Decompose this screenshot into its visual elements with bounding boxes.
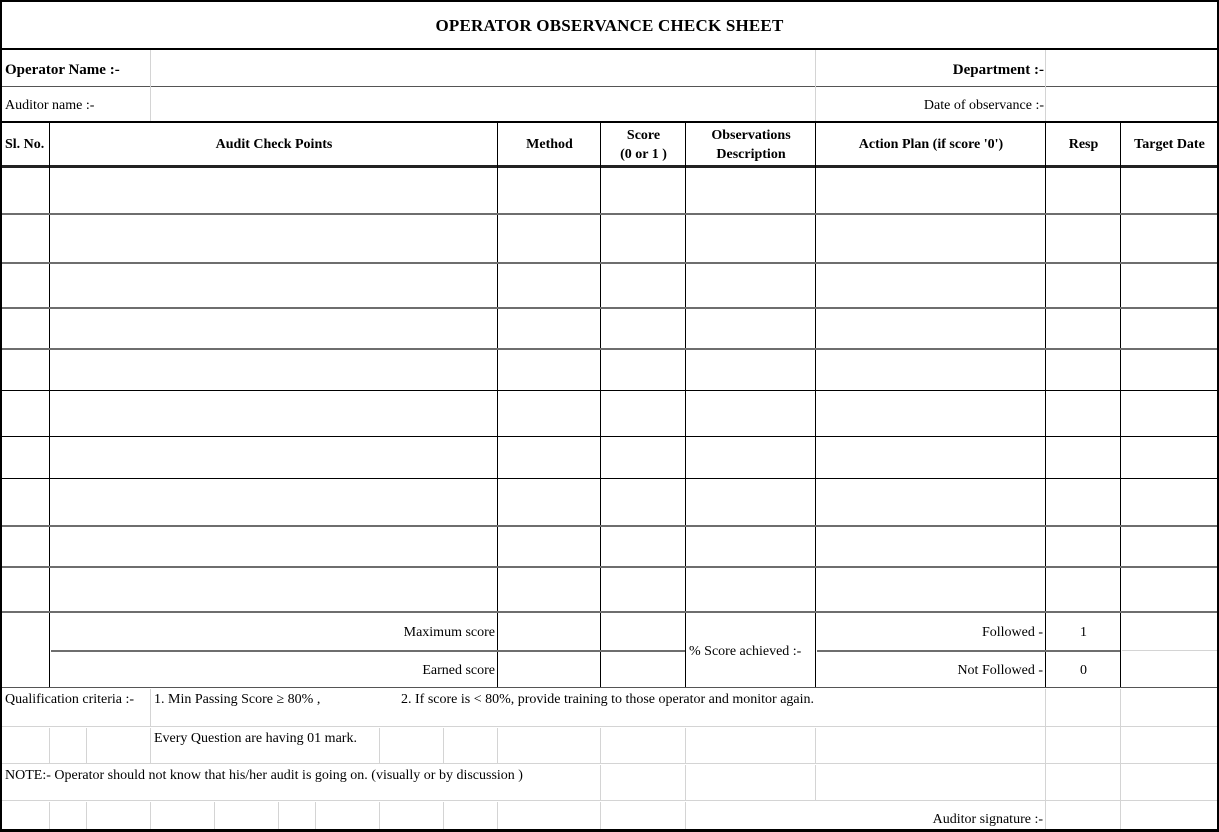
cell-observations[interactable]: [687, 350, 815, 390]
cell-score[interactable]: [602, 350, 685, 390]
column-header-observations-description: Description: [716, 147, 786, 162]
date-of-observance-field[interactable]: [1047, 88, 1217, 121]
cell-sl-no[interactable]: [2, 568, 49, 611]
followed-value: 1: [1080, 625, 1087, 640]
cell-method[interactable]: [499, 568, 600, 611]
score-summary-field[interactable]: [602, 613, 685, 687]
cell-observations[interactable]: [687, 215, 815, 262]
cell-sl-no[interactable]: [2, 264, 49, 307]
divider: [817, 650, 1120, 652]
cell-observations[interactable]: [687, 568, 815, 611]
cell-method[interactable]: [499, 438, 600, 478]
cell-check-points[interactable]: [51, 350, 497, 390]
cell-score[interactable]: [602, 215, 685, 262]
divider: [1045, 50, 1046, 121]
auditor-signature-label: Auditor signature :-: [932, 812, 1043, 827]
divider: [1120, 123, 1121, 687]
divider: [150, 50, 151, 121]
cell-sl-no[interactable]: [2, 527, 49, 566]
cell-method[interactable]: [499, 480, 600, 525]
not-followed-value: 0: [1080, 663, 1087, 678]
page-title: OPERATOR OBSERVANCE CHECK SHEET: [435, 16, 784, 35]
department-label: Department :-: [952, 62, 1044, 78]
cell-method[interactable]: [499, 392, 600, 436]
divider: [315, 802, 316, 829]
cell-sl-no[interactable]: [2, 215, 49, 262]
divider: [150, 802, 151, 829]
divider: [600, 802, 601, 829]
divider: [2, 478, 1217, 479]
divider: [443, 802, 444, 829]
cell-action-plan[interactable]: [817, 215, 1045, 262]
divider: [1122, 650, 1217, 651]
cell-target-date[interactable]: [1122, 480, 1217, 525]
auditor-name-label: Auditor name :-: [5, 98, 95, 113]
divider: [600, 123, 601, 687]
divider: [150, 689, 151, 726]
cell-score[interactable]: [602, 309, 685, 348]
cell-check-points[interactable]: [51, 392, 497, 436]
cell-method[interactable]: [499, 527, 600, 566]
maximum-score-field[interactable]: [499, 613, 600, 650]
column-header-method: Method: [526, 137, 573, 152]
cell-check-points[interactable]: [51, 527, 497, 566]
cell-target-date[interactable]: [1122, 309, 1217, 348]
divider: [815, 728, 816, 763]
divider: [600, 765, 601, 800]
cell-target-date[interactable]: [1122, 215, 1217, 262]
cell-resp[interactable]: [1047, 392, 1120, 436]
cell-score[interactable]: [602, 480, 685, 525]
column-header-score: Score: [626, 128, 661, 143]
cell-sl-no[interactable]: [2, 392, 49, 436]
operator-name-field[interactable]: [152, 50, 815, 86]
cell-method[interactable]: [499, 167, 600, 213]
divider: [379, 728, 380, 763]
divider: [86, 802, 87, 829]
cell-resp[interactable]: [1047, 438, 1120, 478]
divider: [214, 802, 215, 829]
divider: [685, 802, 686, 829]
column-header-resp: Resp: [1068, 137, 1099, 152]
cell-action-plan[interactable]: [817, 350, 1045, 390]
cell-score[interactable]: [602, 167, 685, 213]
cell-action-plan[interactable]: [817, 527, 1045, 566]
cell-observations[interactable]: [687, 527, 815, 566]
divider: [1045, 689, 1046, 829]
divider: [600, 728, 601, 763]
cell-resp[interactable]: [1047, 527, 1120, 566]
percent-score-achieved-label: % Score achieved :-: [689, 644, 802, 659]
cell-method[interactable]: [499, 215, 600, 262]
cell-observations[interactable]: [687, 309, 815, 348]
earned-score-field[interactable]: [499, 652, 600, 687]
cell-target-date[interactable]: [1122, 527, 1217, 566]
divider: [497, 728, 498, 763]
divider: [815, 123, 816, 687]
divider: [278, 802, 279, 829]
not-followed-label: Not Followed -: [957, 663, 1043, 678]
divider: [2, 121, 1217, 123]
column-header-audit-check-points: Audit Check Points: [215, 137, 333, 152]
divider: [49, 802, 50, 829]
cell-sl-no[interactable]: [2, 438, 49, 478]
divider: [2, 86, 1217, 87]
divider: [685, 123, 686, 687]
cell-check-points[interactable]: [51, 438, 497, 478]
divider: [2, 726, 1217, 727]
divider: [2, 763, 1217, 764]
cell-method[interactable]: [499, 350, 600, 390]
cell-score[interactable]: [602, 527, 685, 566]
cell-resp[interactable]: [1047, 264, 1120, 307]
divider: [49, 123, 50, 687]
column-header-observations: Observations: [711, 128, 791, 143]
cell-check-points[interactable]: [51, 309, 497, 348]
cell-score[interactable]: [602, 264, 685, 307]
divider: [685, 765, 686, 800]
cell-observations[interactable]: [687, 438, 815, 478]
divider: [2, 800, 1217, 801]
cell-action-plan[interactable]: [817, 480, 1045, 525]
cell-score[interactable]: [602, 438, 685, 478]
followed-label: Followed -: [981, 625, 1043, 640]
cell-check-points[interactable]: [51, 264, 497, 307]
earned-score-label: Earned score: [422, 663, 495, 678]
cell-method[interactable]: [499, 309, 600, 348]
divider: [150, 728, 151, 763]
cell-target-date[interactable]: [1122, 167, 1217, 213]
cell-action-plan[interactable]: [817, 309, 1045, 348]
cell-target-date[interactable]: [1122, 350, 1217, 390]
cell-action-plan[interactable]: [817, 264, 1045, 307]
cell-action-plan[interactable]: [817, 438, 1045, 478]
date-of-observance-label: Date of observance :-: [923, 98, 1044, 113]
cell-resp[interactable]: [1047, 480, 1120, 525]
cell-check-points[interactable]: [51, 167, 497, 213]
operator-name-label: Operator Name :-: [5, 62, 120, 78]
auditor-signature-field[interactable]: [1047, 802, 1217, 829]
cell-check-points[interactable]: [51, 568, 497, 611]
cell-target-date[interactable]: [1122, 264, 1217, 307]
column-header-action-plan: Action Plan (if score '0'): [858, 137, 1004, 152]
cell-action-plan[interactable]: [817, 392, 1045, 436]
divider: [2, 436, 1217, 437]
divider: [2, 390, 1217, 391]
auditor-name-field[interactable]: [152, 88, 815, 121]
divider: [86, 728, 87, 763]
cell-target-date[interactable]: [1122, 438, 1217, 478]
cell-observations[interactable]: [687, 392, 815, 436]
qualification-criteria-1: 1. Min Passing Score ≥ 80% ,: [154, 692, 321, 707]
divider: [1045, 123, 1046, 687]
divider: [497, 802, 498, 829]
column-header-score-range: (0 or 1 ): [620, 147, 667, 162]
divider: [2, 687, 1217, 688]
marks-note: Every Question are having 01 mark.: [154, 731, 357, 746]
divider: [49, 728, 50, 763]
divider: [815, 50, 816, 121]
cell-sl-no[interactable]: [2, 350, 49, 390]
cell-observations[interactable]: [687, 480, 815, 525]
cell-resp[interactable]: [1047, 350, 1120, 390]
cell-score[interactable]: [602, 392, 685, 436]
cell-action-plan[interactable]: [817, 568, 1045, 611]
cell-sl-no[interactable]: [2, 167, 49, 213]
divider: [379, 802, 380, 829]
divider: [443, 728, 444, 763]
column-header-sl-no: Sl. No.: [5, 137, 45, 152]
qualification-criteria-label: Qualification criteria :-: [5, 692, 135, 707]
cell-sl-no[interactable]: [2, 480, 49, 525]
cell-target-date[interactable]: [1122, 392, 1217, 436]
cell-resp[interactable]: [1047, 568, 1120, 611]
column-header-target-date: Target Date: [1134, 137, 1205, 152]
cell-observations[interactable]: [687, 264, 815, 307]
cell-score[interactable]: [602, 568, 685, 611]
cell-observations[interactable]: [687, 167, 815, 213]
cell-resp[interactable]: [1047, 167, 1120, 213]
cell-resp[interactable]: [1047, 309, 1120, 348]
cell-sl-no[interactable]: [2, 309, 49, 348]
maximum-score-label: Maximum score: [403, 625, 495, 640]
qualification-criteria-2: 2. If score is < 80%, provide training to those operator and monitor again.: [401, 692, 815, 707]
divider: [815, 765, 816, 800]
cell-action-plan[interactable]: [817, 167, 1045, 213]
divider: [497, 123, 498, 687]
cell-target-date[interactable]: [1122, 568, 1217, 611]
cell-resp[interactable]: [1047, 215, 1120, 262]
divider: [685, 728, 686, 763]
cell-check-points[interactable]: [51, 480, 497, 525]
cell-method[interactable]: [499, 264, 600, 307]
department-field[interactable]: [1047, 50, 1217, 86]
operator-note: NOTE:- Operator should not know that his/her audit is going on. (visually or by discussion ): [5, 768, 523, 783]
cell-check-points[interactable]: [51, 215, 497, 262]
